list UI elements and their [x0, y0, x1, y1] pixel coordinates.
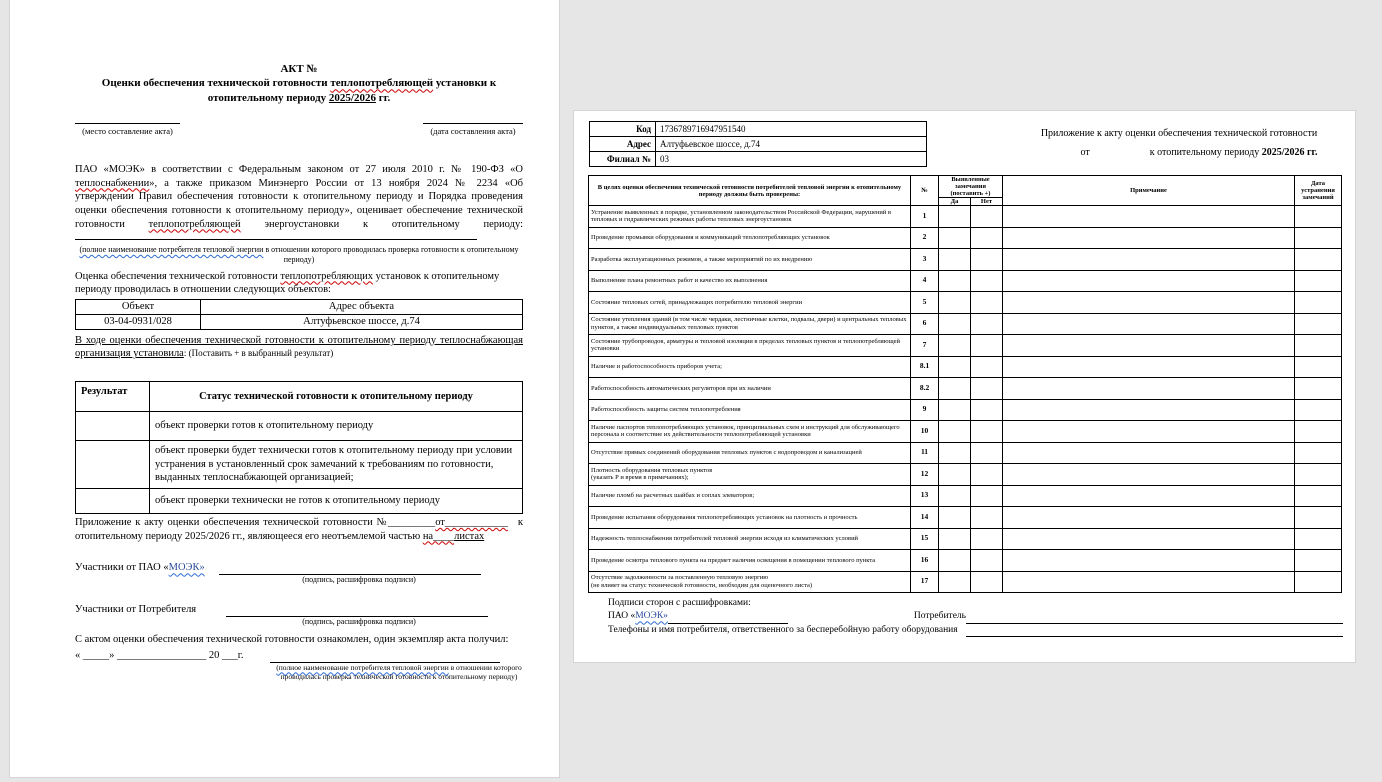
checklist-item-text: Отсутствие прямых соединений оборудования тепловых пунктов с водопроводом и канализацией: [589, 442, 911, 464]
consumer-participants-row: Участники от Потребителя: [75, 603, 523, 617]
checklist-note-cell[interactable]: [1003, 335, 1295, 357]
object-info-table: [589, 121, 927, 167]
checklist-row: [589, 485, 1342, 507]
checklist-date-cell[interactable]: [1295, 442, 1342, 464]
act-body: [75, 62, 523, 682]
checklist-item-number: 8.2: [911, 378, 939, 400]
phones-line[interactable]: [966, 627, 1343, 637]
checklist-row: [589, 335, 1342, 357]
status-not-ready: объект проверки технически не готов к отопительному периоду: [150, 489, 523, 514]
phones-row: Телефоны и имя потребителя, ответственного за бесперебойную работу оборудования: [608, 624, 1343, 637]
checklist-no-cell[interactable]: [971, 249, 1003, 271]
checklist-row: [589, 378, 1342, 400]
checklist-yes-cell[interactable]: [939, 485, 971, 507]
checklist-item-number: 8.1: [911, 356, 939, 378]
appendix-title: Приложение к акту оценки обеспечения технической готовности от к отопительному периоду 2025/2026 гг.: [1040, 128, 1318, 158]
moek-signature-line[interactable]: [219, 565, 481, 575]
checklist-item-number: 15: [911, 528, 939, 550]
checklist-date-cell[interactable]: [1295, 206, 1342, 228]
checklist-item-number: 9: [911, 399, 939, 421]
place-date-line: [75, 123, 523, 137]
checklist-row: [589, 442, 1342, 464]
checklist-table: [588, 175, 1342, 593]
checklist-item-text: Надежность теплоснабжения потребителей тепловой энергии исходя из климатических условий: [589, 528, 911, 550]
checklist-item-number: 17: [911, 571, 939, 593]
checklist-no-cell[interactable]: [971, 270, 1003, 292]
result-cell-3[interactable]: [76, 489, 150, 514]
result-cell-2[interactable]: [76, 441, 150, 489]
checklist-row: [589, 528, 1342, 550]
checklist-row: [589, 206, 1342, 228]
checklist-header-found: Выявленные замечания (поставить +): [939, 176, 1003, 198]
checklist-item-text: Состояние трубопроводов, арматуры и тепловой изоляции в пределах тепловых пунктов и теплопотребляющей установки: [589, 335, 911, 357]
checklist-note-cell[interactable]: [1003, 550, 1295, 572]
checklist-date-cell[interactable]: [1295, 550, 1342, 572]
info-value-address: Алтуфьевское шоссе, д.74: [656, 137, 927, 152]
checklist-yes-cell[interactable]: [939, 378, 971, 400]
checklist-note-cell[interactable]: [1003, 507, 1295, 529]
checklist-item-number: 14: [911, 507, 939, 529]
checklist-note-cell[interactable]: [1003, 571, 1295, 593]
checklist-date-cell[interactable]: [1295, 335, 1342, 357]
checklist-note-cell[interactable]: [1003, 356, 1295, 378]
checklist-date-cell[interactable]: [1295, 313, 1342, 335]
status-ready: объект проверки готов к отопительному периоду: [150, 412, 523, 441]
signatures-block: [608, 597, 1343, 637]
checklist-note-cell[interactable]: [1003, 227, 1295, 249]
checklist-date-cell[interactable]: [1295, 378, 1342, 400]
checklist-no-cell[interactable]: [971, 292, 1003, 314]
checklist-yes-cell[interactable]: [939, 356, 971, 378]
checklist-date-cell[interactable]: [1295, 399, 1342, 421]
objects-header-address: Адрес объекта: [201, 299, 523, 314]
checklist-row: [589, 292, 1342, 314]
checklist-item-text: Наличие паспортов теплопотребляющих установок, принципиальных схем и инструкций для обслуживающего персонала и соответствие их действительности теплопотребляющей установки: [589, 421, 911, 443]
checklist-header-note: Примечание: [1003, 176, 1295, 206]
checklist-item-text: Состояние утепления зданий (в том числе чердаки, лестничные клетки, подвалы, двери) и центральных тепловых пунктов, а также индивидуальных тепловых пунктов: [589, 313, 911, 335]
checklist-item-number: 11: [911, 442, 939, 464]
checklist-item-number: 16: [911, 550, 939, 572]
assessment-paragraph: Оценка обеспечения технической готовности теплопотребляющих установок к отопительному периоду проводилась в отношении следующих объектов:: [75, 270, 500, 296]
object-code: 03-04-0931/028: [76, 314, 201, 329]
checklist-no-cell[interactable]: [971, 399, 1003, 421]
checklist-yes-cell[interactable]: [939, 464, 971, 486]
checklist-item-text: Отсутствие задолженности за поставленную тепловую энергию (не влияет на статус технической готовности, необходим для оценочного листа): [589, 571, 911, 593]
checklist-item-text: Проведение испытания оборудования теплопотребляющих установок на плотность и прочность: [589, 507, 911, 529]
status-header: Статус технической готовности к отопительному периоду: [150, 382, 523, 412]
intro-paragraph: ПАО «МОЭК» в соответствии с Федеральным законом от 27 июля 2010 г. № 190-ФЗ «О теплоснабжении», а также приказом Минэнерго России от 13 ноября 2024 № 2234 «Об утверждении Правил обеспечения готовности к отопительному периоду и Порядка проведения оценки обеспечения готовности к отопительному периоду», оценивает обеспечение технической готовности теплопотребляющей энергоустановки к отопительному периоду:: [75, 163, 523, 245]
checklist-item-number: 2: [911, 227, 939, 249]
checklist-item-text: Состояние тепловых сетей, принадлежащих потребителю тепловой энергии: [589, 292, 911, 314]
checklist-header-no: №: [911, 176, 939, 206]
objects-table: [75, 299, 523, 330]
checklist-note-cell[interactable]: [1003, 292, 1295, 314]
checklist-note-cell[interactable]: [1003, 313, 1295, 335]
checklist-row: [589, 571, 1342, 593]
consumer-caption: (полное наименование потребителя тепловой энергии в отношении которого проводилась проверка готовности к отопительному периоду): [79, 244, 519, 265]
checklist-row: [589, 421, 1342, 443]
appendix-paragraph: Приложение к акту оценки обеспечения технической готовности №_________от____________ к отопительному периоду 2025/2026 гг., являющееся его неотъемлемой частью на____листах: [75, 517, 523, 542]
moek-signature-caption: (подпись, расшифровка подписи): [302, 574, 416, 584]
checklist-header-date: Дата устранения замечаний: [1295, 176, 1342, 206]
receipt-signature-line[interactable]: [270, 653, 500, 663]
final-caption: (полное наименование потребителя тепловой энергии в отношении которого проводилась проверка технической готовности к отопительному периоду): [276, 662, 522, 682]
checklist-date-cell[interactable]: [1295, 464, 1342, 486]
checklist-item-number: 13: [911, 485, 939, 507]
checklist-header-no-answer: Нет: [971, 198, 1003, 206]
checklist-note-cell[interactable]: [1003, 442, 1295, 464]
checklist-yes-cell[interactable]: [939, 206, 971, 228]
checklist-item-number: 7: [911, 335, 939, 357]
checklist-item-text: Наличие и работоспособность приборов учета;: [589, 356, 911, 378]
checklist-note-cell[interactable]: [1003, 378, 1295, 400]
checklist-note-cell[interactable]: [1003, 464, 1295, 486]
moek-sign-line[interactable]: [668, 614, 788, 624]
checklist-item-number: 3: [911, 249, 939, 271]
acquainted-paragraph: С актом оценки обеспечения технической готовности ознакомлен, один экземпляр акта получил:: [75, 634, 509, 646]
checklist-date-cell[interactable]: [1295, 227, 1342, 249]
info-value-code: 1736789716947951540: [656, 122, 927, 137]
checklist-no-cell[interactable]: [971, 464, 1003, 486]
status-conditional: объект проверки будет технически готов к отопительному периоду при условии устранения в установленный срок замечаний к требованиям по готовности, выданных теплоснабжающей организацией;: [150, 441, 523, 489]
receipt-date-row: « _____» _________________ 20 ___г.: [75, 649, 523, 663]
checklist-no-cell[interactable]: [971, 356, 1003, 378]
date-caption: (дата составления акта): [423, 123, 523, 137]
checklist-date-cell[interactable]: [1295, 507, 1342, 529]
checklist-note-cell[interactable]: [1003, 485, 1295, 507]
result-header: Результат: [76, 382, 150, 412]
checklist-no-cell[interactable]: [971, 313, 1003, 335]
checklist-no-cell[interactable]: [971, 528, 1003, 550]
checklist-date-cell[interactable]: [1295, 249, 1342, 271]
checklist-no-cell[interactable]: [971, 485, 1003, 507]
checklist-date-cell[interactable]: [1295, 356, 1342, 378]
checklist-row: [589, 356, 1342, 378]
checklist-yes-cell[interactable]: [939, 528, 971, 550]
checklist-no-cell[interactable]: [971, 227, 1003, 249]
consumer-signature-line[interactable]: [226, 607, 488, 617]
checklist-item-text: Выполнение плана ремонтных работ и качество их выполнения: [589, 270, 911, 292]
checklist-yes-cell[interactable]: [939, 292, 971, 314]
checklist-row: [589, 313, 1342, 335]
checklist-item-text: Разработка эксплуатационных режимов, а также мероприятий по их внедрению: [589, 249, 911, 271]
checklist-header-yes: Да: [939, 198, 971, 206]
checklist-yes-cell[interactable]: [939, 571, 971, 593]
consumer-signature-caption: (подпись, расшифровка подписи): [302, 617, 416, 626]
checklist-yes-cell[interactable]: [939, 399, 971, 421]
checklist-row: [589, 227, 1342, 249]
checklist-date-cell[interactable]: [1295, 528, 1342, 550]
act-title: АКТ № Оценки обеспечения технической готовности теплопотребляющей установки к отопительному периоду 2025/2026 гг.: [101, 63, 497, 104]
checklist-no-cell[interactable]: [971, 335, 1003, 357]
checklist-item-text: Наличие пломб на расчетных шайбах и соплах элеваторов;: [589, 485, 911, 507]
checklist-no-cell[interactable]: [971, 421, 1003, 443]
result-table: [75, 381, 523, 514]
checklist-date-cell[interactable]: [1295, 270, 1342, 292]
checklist-row: [589, 399, 1342, 421]
checklist-no-cell[interactable]: [971, 571, 1003, 593]
checklist-item-text: Работоспособность автоматических регуляторов при их наличии: [589, 378, 911, 400]
checklist-no-cell[interactable]: [971, 507, 1003, 529]
checklist-item-text: Устранение выявленных в порядке, установленном законодательством Российской Федерации, нарушений в тепловых и гидравлических режимах работы тепловых энергоустановок: [589, 206, 911, 228]
checklist-yes-cell[interactable]: [939, 335, 971, 357]
checklist-item-number: 1: [911, 206, 939, 228]
checklist-yes-cell[interactable]: [939, 507, 971, 529]
consumer-line[interactable]: [75, 239, 477, 240]
checklist-item-text: Работоспособность защиты систем теплопотребления: [589, 399, 911, 421]
checklist-row: [589, 507, 1342, 529]
checklist-item-text: Проведение осмотра теплового пункта на предмет наличия освещения в помещении теплового пункта: [589, 550, 911, 572]
checklist-header-main: В целях оценки обеспечения технической готовности потребителей тепловой энергии к отопительному периоду должны быть проверены:: [589, 176, 911, 206]
course-paragraph: В ходе оценки обеспечения технической готовности к отопительному периоду теплоснабжающая организация установила: (Поставить + в выбранный результат): [75, 334, 523, 360]
checklist-yes-cell[interactable]: [939, 249, 971, 271]
checklist-date-cell[interactable]: [1295, 421, 1342, 443]
consumer-sign-line[interactable]: [966, 614, 1343, 624]
checklist-row: [589, 270, 1342, 292]
checklist-item-number: 12: [911, 464, 939, 486]
checklist-no-cell[interactable]: [971, 550, 1003, 572]
info-key-code: Код: [590, 122, 656, 137]
checklist-row: [589, 464, 1342, 486]
objects-header-object: Объект: [76, 299, 201, 314]
result-cell-1[interactable]: [76, 412, 150, 441]
checklist-row: [589, 550, 1342, 572]
checklist-item-text: Проведение промывки оборудования и коммуникаций теплопотребляющих установок: [589, 227, 911, 249]
document-page-1: [9, 0, 560, 778]
checklist-item-number: 4: [911, 270, 939, 292]
checklist-yes-cell[interactable]: [939, 442, 971, 464]
checklist-yes-cell[interactable]: [939, 313, 971, 335]
info-value-branch: 03: [656, 152, 927, 167]
checklist-item-number: 5: [911, 292, 939, 314]
document-page-2: [573, 110, 1356, 663]
checklist-item-number: 6: [911, 313, 939, 335]
checklist-note-cell[interactable]: [1003, 206, 1295, 228]
checklist-date-cell[interactable]: [1295, 485, 1342, 507]
checklist-note-cell[interactable]: [1003, 421, 1295, 443]
checklist-yes-cell[interactable]: [939, 270, 971, 292]
checklist-note-cell[interactable]: [1003, 270, 1295, 292]
checklist-yes-cell[interactable]: [939, 550, 971, 572]
moek-participants-row: Участники от ПАО « МОЭК»: [75, 561, 523, 575]
checklist-no-cell[interactable]: [971, 206, 1003, 228]
checklist-yes-cell[interactable]: [939, 227, 971, 249]
place-caption: (место составление акта): [75, 123, 180, 137]
checklist-item-number: 10: [911, 421, 939, 443]
info-key-branch: Филиал №: [590, 152, 656, 167]
checklist-date-cell[interactable]: [1295, 292, 1342, 314]
checklist-date-cell[interactable]: [1295, 571, 1342, 593]
checklist-note-cell[interactable]: [1003, 528, 1295, 550]
checklist-item-text: Плотность оборудования тепловых пунктов (указать Р и время в примечаниях);: [589, 464, 911, 486]
info-key-address: Адрес: [590, 137, 656, 152]
checklist-note-cell[interactable]: [1003, 249, 1295, 271]
object-address: Алтуфьевское шоссе, д.74: [201, 314, 523, 329]
checklist-row: [589, 249, 1342, 271]
checklist-no-cell[interactable]: [971, 378, 1003, 400]
signatures-row: ПАО « МОЭК» Потребитель: [608, 610, 1343, 623]
checklist-note-cell[interactable]: [1003, 399, 1295, 421]
signatures-title: Подписи сторон с расшифровками:: [608, 598, 751, 608]
checklist-no-cell[interactable]: [971, 442, 1003, 464]
checklist-yes-cell[interactable]: [939, 421, 971, 443]
